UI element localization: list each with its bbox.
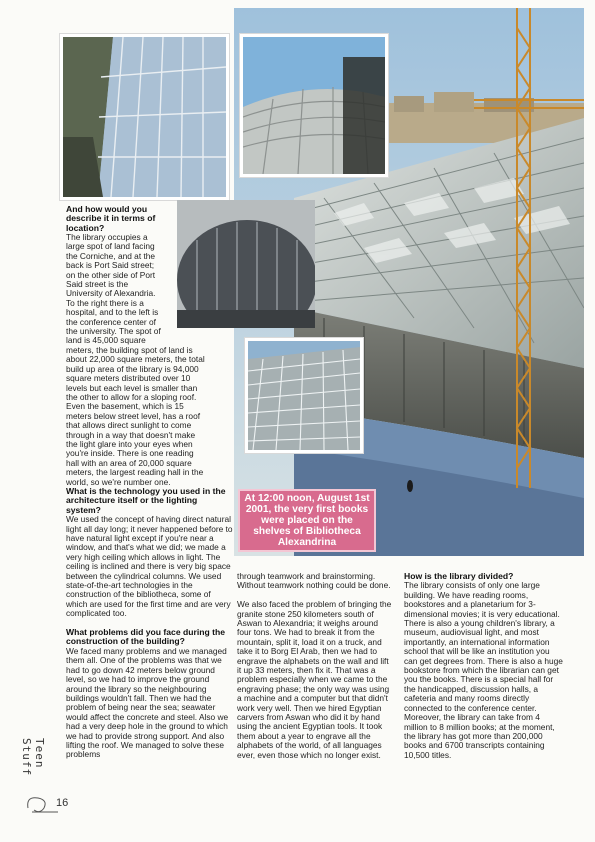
- dome-roof-photo: [240, 34, 388, 177]
- middle-paragraph-1: through teamwork and brainstorming. Without teamwork nothing could be done.: [237, 571, 391, 591]
- middle-paragraph-2: We also faced the problem of bringing the granite stone 250 kilometers south of Aswan to Alexandria; it weighs around four tons. We had to break it from the mountain, split it, load it on a truck, and take it to Borg El Arab, then we had to engrave the alphabets on the wall and lift it up 33 meters, then fix it. That was a problem especially when we came to the engraving phase; the only way was using a machine and a computer but that didn't work very well. Then we hired Egyptian carvers from Aswan who did it by hand using the ancient Egyptian tools. It took them about a year to engrave all the alphabets of the world, of all languages ever, even those which no longer exist.: [237, 599, 392, 760]
- location-answer-line: University of Alexandria.: [66, 288, 156, 299]
- location-answer-line: on the other side of Port: [66, 269, 156, 280]
- location-answer-line: large spot of land facing: [66, 241, 155, 252]
- answer-division: The library consists of only one large building. We have reading rooms, bookstores and a planetarium for 3-dimensional movies; it is very educational. There is also a young children's library, a museum, audiovisual light, and most importantly, an international information school that will be like an institution you can get degrees from. There is also a huge bookstore from which the librarian can get you the books. There is a special hall for the handicapped, discussion halls, a cafeteria and many rooms directly connected to the conference center. Moreover, the library can take from 4 million to 8 million books; at the moment, the library has got more than 200,000 books and 6700 transcripts containing 10,500 titles.: [404, 580, 563, 760]
- answer-technology: We used the concept of having direct natural light all day long; it never happened before to have natural light except if you're near a window, and that's what we did; we made a very high ceiling which allows in light. The ceiling is inclined and there is very big space between the cylindrical columns. We used state-of-the-art technologies in the construction of the bibliotheca, some of which are used for the first time and are very complicated too.: [66, 514, 233, 619]
- question-problems: What problems did you face during the construction of the building?: [66, 627, 225, 647]
- glass-facade-photo: [60, 34, 229, 200]
- middle-column: [237, 572, 393, 760]
- location-answer-line: through in a way that doesn't make: [66, 429, 196, 440]
- photo-caption-box: At 12:00 noon, August 1st 2001, the very first books were placed on the shelves of Bibliotheca Alexandrina: [238, 489, 376, 552]
- location-answer-line: The library occupies a: [66, 232, 148, 242]
- location-answer-line: back is Port Said street;: [66, 260, 155, 271]
- location-answer-line: the Corniche, and at the: [66, 250, 156, 261]
- location-answer-lines: [66, 233, 246, 487]
- roof-panels-photo: [245, 338, 363, 453]
- left-column-lower: [66, 487, 234, 760]
- spiral-ornament-icon: [24, 790, 60, 814]
- location-answer-line: land is 45,000 square: [66, 335, 146, 346]
- location-answer-line: meters below street level, has a roof: [66, 410, 201, 421]
- location-answer-line: build up area of the library is 94,000: [66, 363, 199, 374]
- right-column: [404, 572, 564, 760]
- question-technology: What is the technology you used in the architecture itself or the lighting system?: [66, 486, 226, 515]
- location-answer-line: meters, the building spot of land is: [66, 344, 193, 355]
- left-column-top: [66, 205, 178, 233]
- location-answer-line: world, so we're number one.: [66, 476, 171, 487]
- question-division: How is the library divided?: [404, 571, 514, 581]
- location-answer-line: that allows direct sunlight to come: [66, 420, 192, 431]
- location-answer-line: levels but each level is smaller than: [66, 382, 198, 393]
- location-answer-line: about 22,000 square meters, the total: [66, 354, 205, 365]
- location-answer-line: the light glare into your eyes when: [66, 438, 193, 449]
- left-column-location-answer: [66, 233, 246, 487]
- answer-problems: We faced many problems and we managed them all. One of the problems was that we had to go down 42 meters below ground level, so we had to improve the ground around the library so the neighbouring buildings wouldn't fall. Then we had the problem of being near the sea; seawater would affect the concrete and steel. Also we had a very deep hole in the ground to which we had to provide strong support. And also lifting the roof. We managed to solve these problems: [66, 645, 229, 760]
- location-answer-line: hospital, and to the left is: [66, 307, 159, 318]
- location-answer-line: you're inside. There is one reading: [66, 448, 194, 459]
- location-answer-line: the conference center of: [66, 316, 156, 327]
- location-answer-line: Even the basement, which is 15: [66, 401, 184, 412]
- location-answer-line: Said street is the: [66, 279, 129, 290]
- section-label: Teen Stuff: [20, 738, 46, 777]
- location-answer-line: To the right there is a: [66, 297, 144, 308]
- question-location: And how would you describe it in terms of location?: [66, 204, 156, 233]
- location-answer-line: meters, the largest reading hall in the: [66, 467, 204, 478]
- location-answer-line: square meters distributed over 10: [66, 373, 191, 384]
- location-answer-line: hall with an area of 20,000 square: [66, 457, 192, 468]
- location-answer-line: the university. The spot of: [66, 326, 161, 337]
- page-number: 16: [56, 797, 69, 809]
- location-answer-line: the other to allow for a sloping roof.: [66, 391, 197, 402]
